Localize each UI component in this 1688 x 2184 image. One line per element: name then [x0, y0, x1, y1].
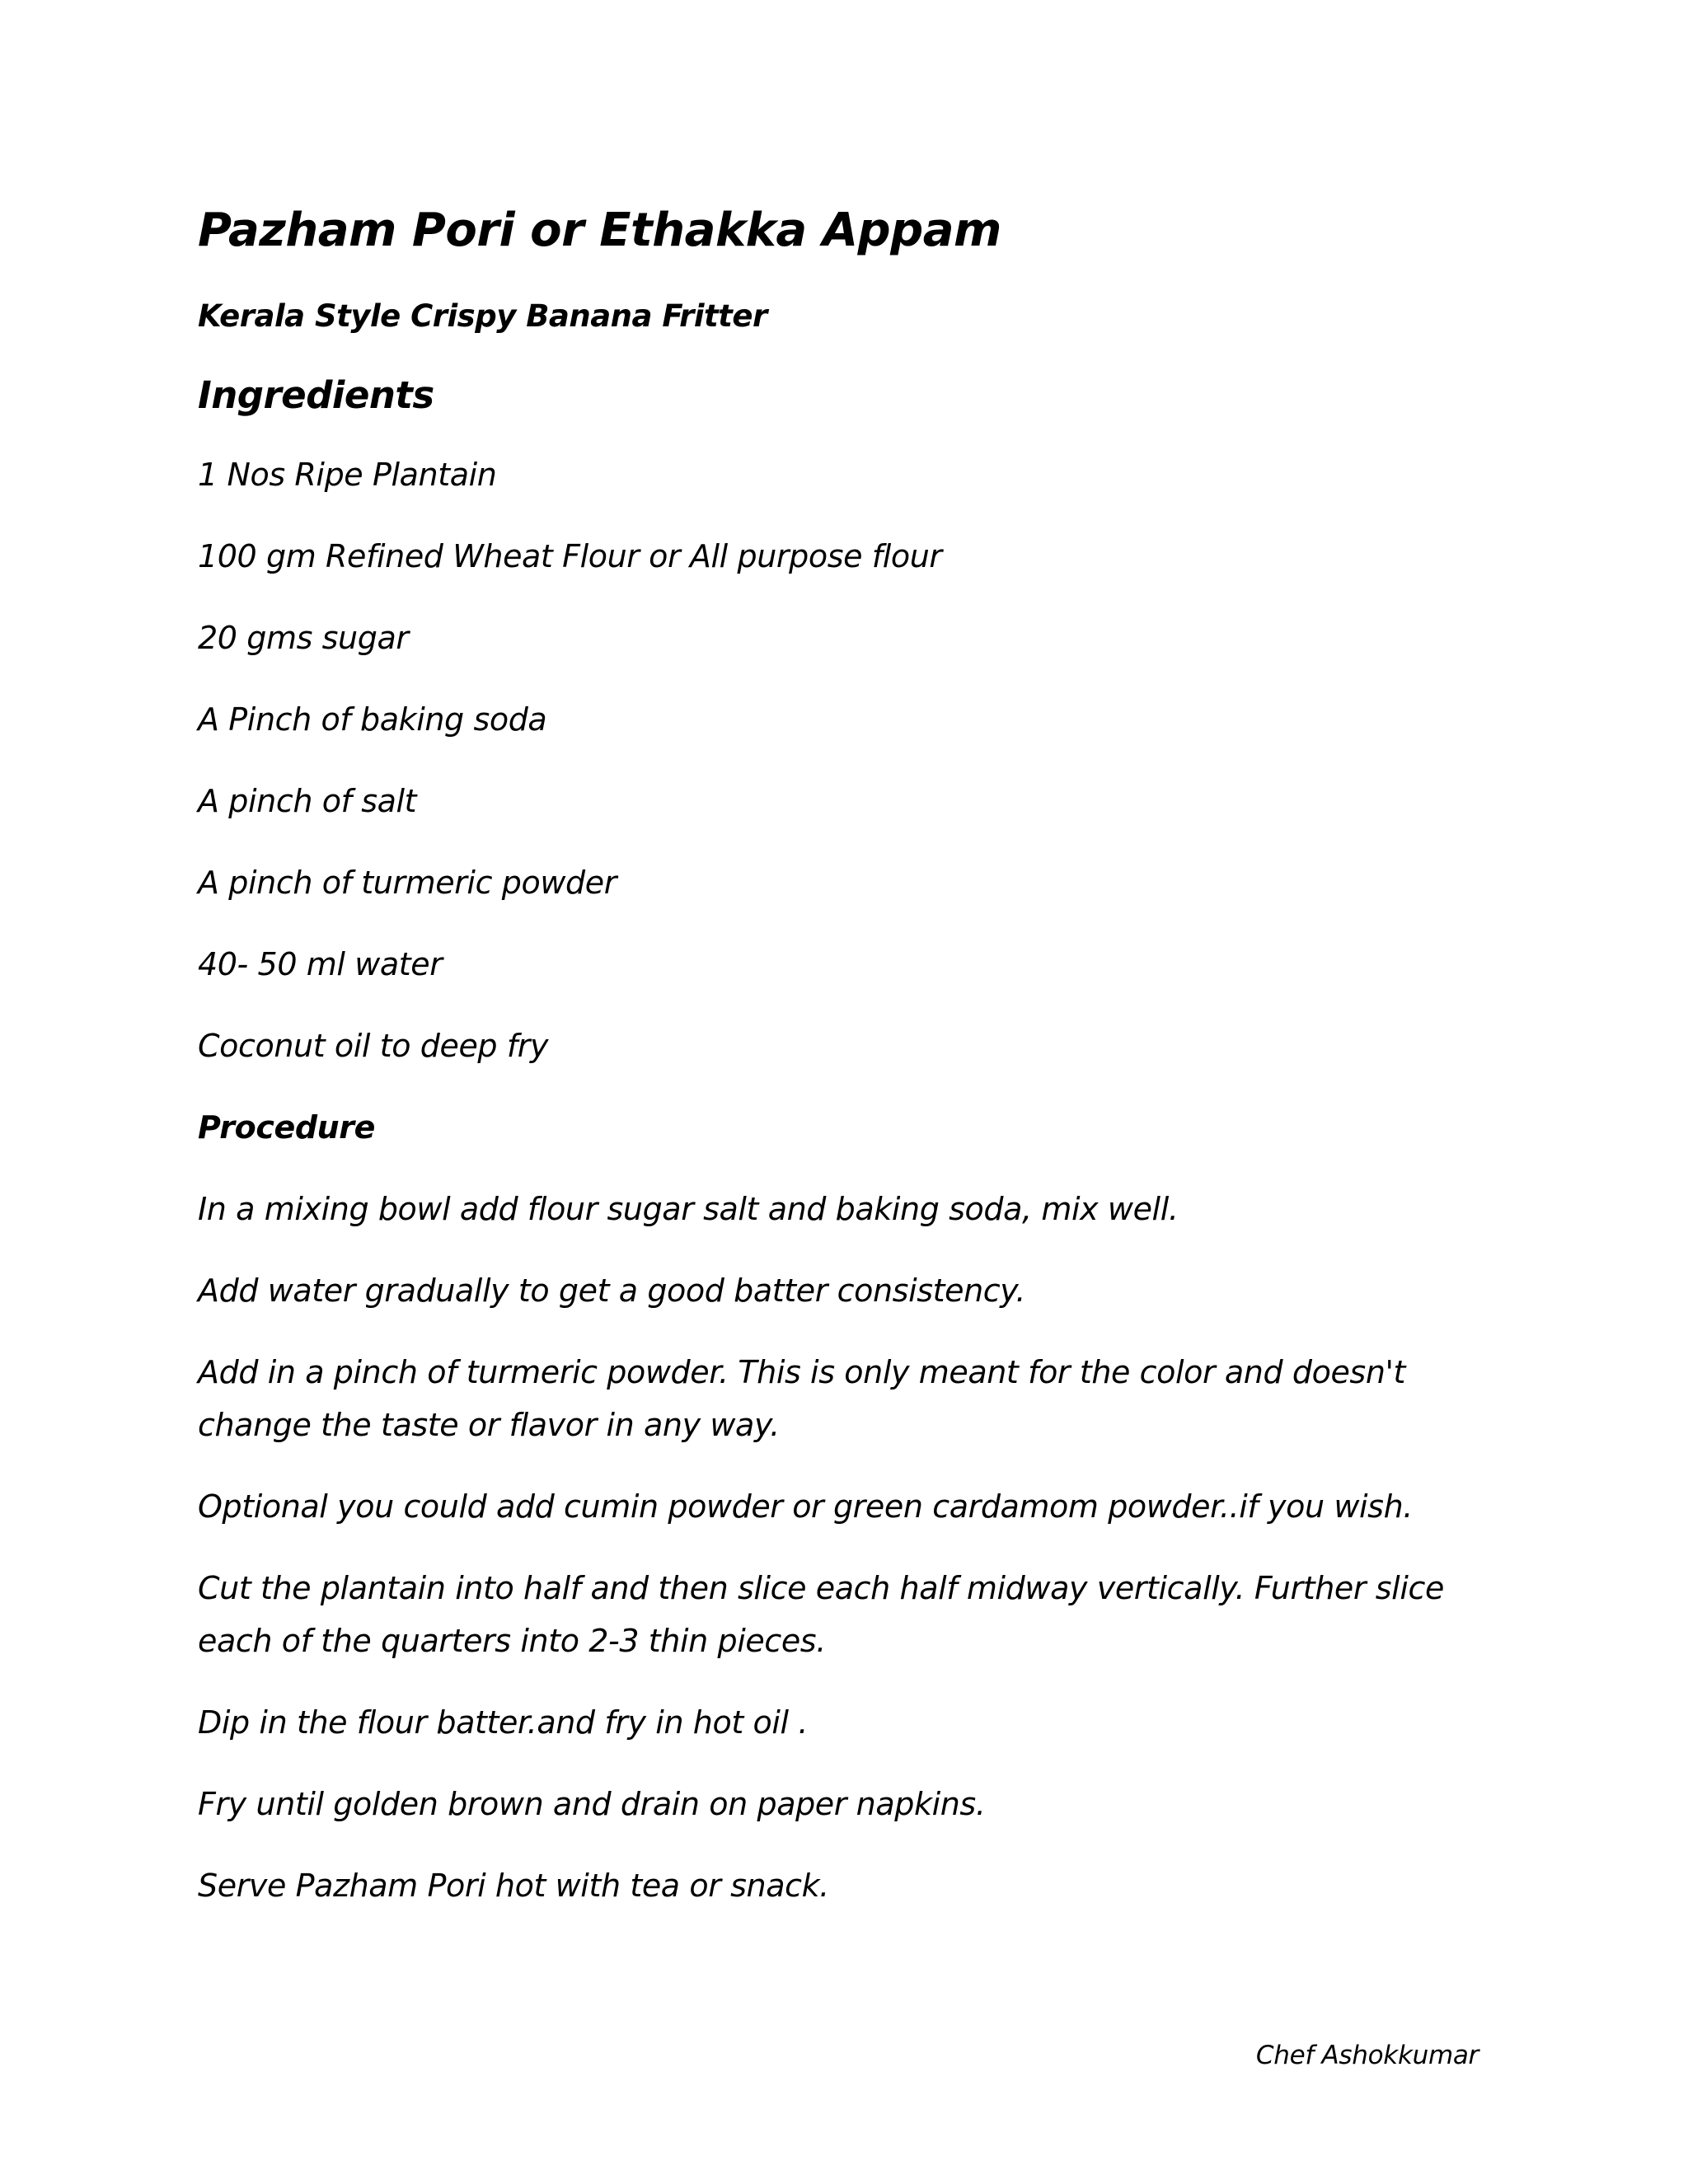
- procedure-step: Add in a pinch of turmeric powder. This is only meant for the color and doesn't change the taste or flavor in any way.: [198, 1354, 1406, 1443]
- ingredient-item: Coconut oil to deep fry: [198, 1028, 549, 1064]
- page-subtitle: Kerala Style Crispy Banana Fritter: [198, 298, 767, 334]
- procedure-step: Dip in the flour batter.and fry in hot oil .: [198, 1704, 809, 1741]
- ingredient-item: 20 gms sugar: [198, 620, 409, 656]
- procedure-steps-list: [198, 1183, 1500, 1912]
- procedure-heading: Procedure: [198, 1109, 375, 1146]
- ingredients-heading: Ingredients: [198, 373, 434, 417]
- ingredient-item: 100 gm Refined Wheat Flour or All purpose flour: [198, 538, 942, 574]
- ingredient-item: A Pinch of baking soda: [198, 701, 547, 738]
- ingredient-item: A pinch of salt: [198, 783, 417, 819]
- procedure-step: Fry until golden brown and drain on paper napkins.: [198, 1786, 986, 1822]
- ingredients-list: [198, 450, 1500, 1071]
- page-title: Pazham Pori or Ethakka Appam: [198, 204, 1001, 257]
- procedure-step: Optional you could add cumin powder or green cardamom powder..if you wish.: [198, 1488, 1413, 1525]
- procedure-step: Cut the plantain into half and then slice each half midway vertically. Further slice each of the quarters into 2-3 thin pieces.: [198, 1570, 1444, 1659]
- procedure-step: Add water gradually to get a good batter consistency.: [198, 1272, 1026, 1309]
- author-signature: Chef Ashokkumar: [1255, 2041, 1479, 2070]
- ingredient-item: 40- 50 ml water: [198, 946, 443, 982]
- ingredient-item: 1 Nos Ripe Plantain: [198, 457, 497, 493]
- procedure-step: In a mixing bowl add flour sugar salt and baking soda, mix well.: [198, 1191, 1179, 1227]
- procedure-step: Serve Pazham Pori hot with tea or snack.: [198, 1868, 829, 1904]
- ingredient-item: A pinch of turmeric powder: [198, 865, 617, 901]
- document-content: [198, 198, 1500, 1941]
